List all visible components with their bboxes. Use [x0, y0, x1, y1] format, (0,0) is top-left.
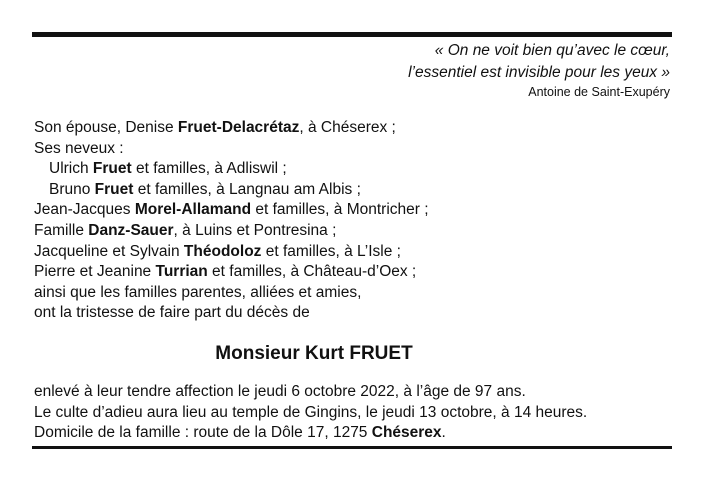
family-text: ont la tristesse de faire part du décès de	[34, 304, 310, 322]
footer-place: Chéserex	[371, 424, 442, 442]
footer-line	[34, 423, 674, 444]
footer-line: Le culte d’adieu aura lieu au temple de Gingins, le jeudi 13 octobre, à 14 heures.	[34, 403, 588, 421]
family-name: Fruet-Delacrétaz	[177, 119, 300, 136]
family-text: et familles, à Château-d’Oex ;	[207, 263, 417, 281]
footer-text: Domicile de la famille : route de la Dôle 17, 1275	[34, 424, 372, 442]
family-line	[34, 180, 674, 201]
bottom-rule	[32, 446, 672, 449]
family-line	[34, 262, 674, 283]
top-rule	[32, 32, 672, 37]
family-text: Famille	[34, 221, 89, 239]
family-line	[34, 242, 674, 263]
family-line	[34, 139, 674, 160]
family-name: Morel-Allamand	[134, 201, 252, 219]
footer-text: .	[441, 424, 446, 442]
family-name: Turrian	[155, 263, 208, 281]
family-line	[34, 200, 674, 221]
family-text: Son épouse, Denise	[34, 119, 178, 136]
footer-line: enlevé à leur tendre affection le jeudi 6 octobre 2022, à l’âge de 97 ans.	[34, 383, 526, 400]
family-text: Bruno	[49, 180, 95, 198]
family-text: et familles, à L’Isle ;	[261, 242, 401, 260]
family-line	[34, 118, 674, 139]
family-name: Fruet	[92, 160, 132, 178]
family-list	[34, 118, 674, 324]
epigraph	[408, 40, 670, 100]
quote-line-1: « On ne voit bien qu’avec le cœur,	[434, 42, 670, 59]
family-line	[34, 159, 674, 180]
quote-author: Antoine de Saint-Exupéry	[528, 85, 670, 99]
family-text: , à Luins et Pontresina ;	[173, 221, 337, 239]
family-text: Jacqueline et Sylvain	[34, 242, 184, 260]
deceased-name: Monsieur Kurt FRUET	[215, 343, 413, 364]
family-line	[34, 283, 674, 304]
family-text: Ses neveux :	[34, 139, 124, 157]
family-text: et familles, à Montricher ;	[251, 201, 429, 219]
family-text: Ulrich	[49, 160, 93, 178]
family-text: Pierre et Jeanine	[34, 263, 156, 281]
family-name: Danz-Sauer	[88, 221, 174, 239]
family-text: ainsi que les familles parentes, alliées et amies,	[34, 283, 362, 301]
family-name: Théodoloz	[183, 242, 262, 260]
family-text: et familles, à Adliswil ;	[131, 160, 287, 178]
family-text: , à Chéserex ;	[299, 119, 396, 136]
ceremony-details	[34, 382, 674, 444]
family-line	[34, 221, 674, 242]
family-name: Fruet	[94, 180, 134, 198]
family-text: et familles, à Langnau am Albis ;	[133, 180, 361, 198]
family-line	[34, 303, 674, 324]
family-text: Jean-Jacques	[34, 201, 135, 219]
quote-line-2: l’essentiel est invisible pour les yeux »	[408, 64, 670, 81]
